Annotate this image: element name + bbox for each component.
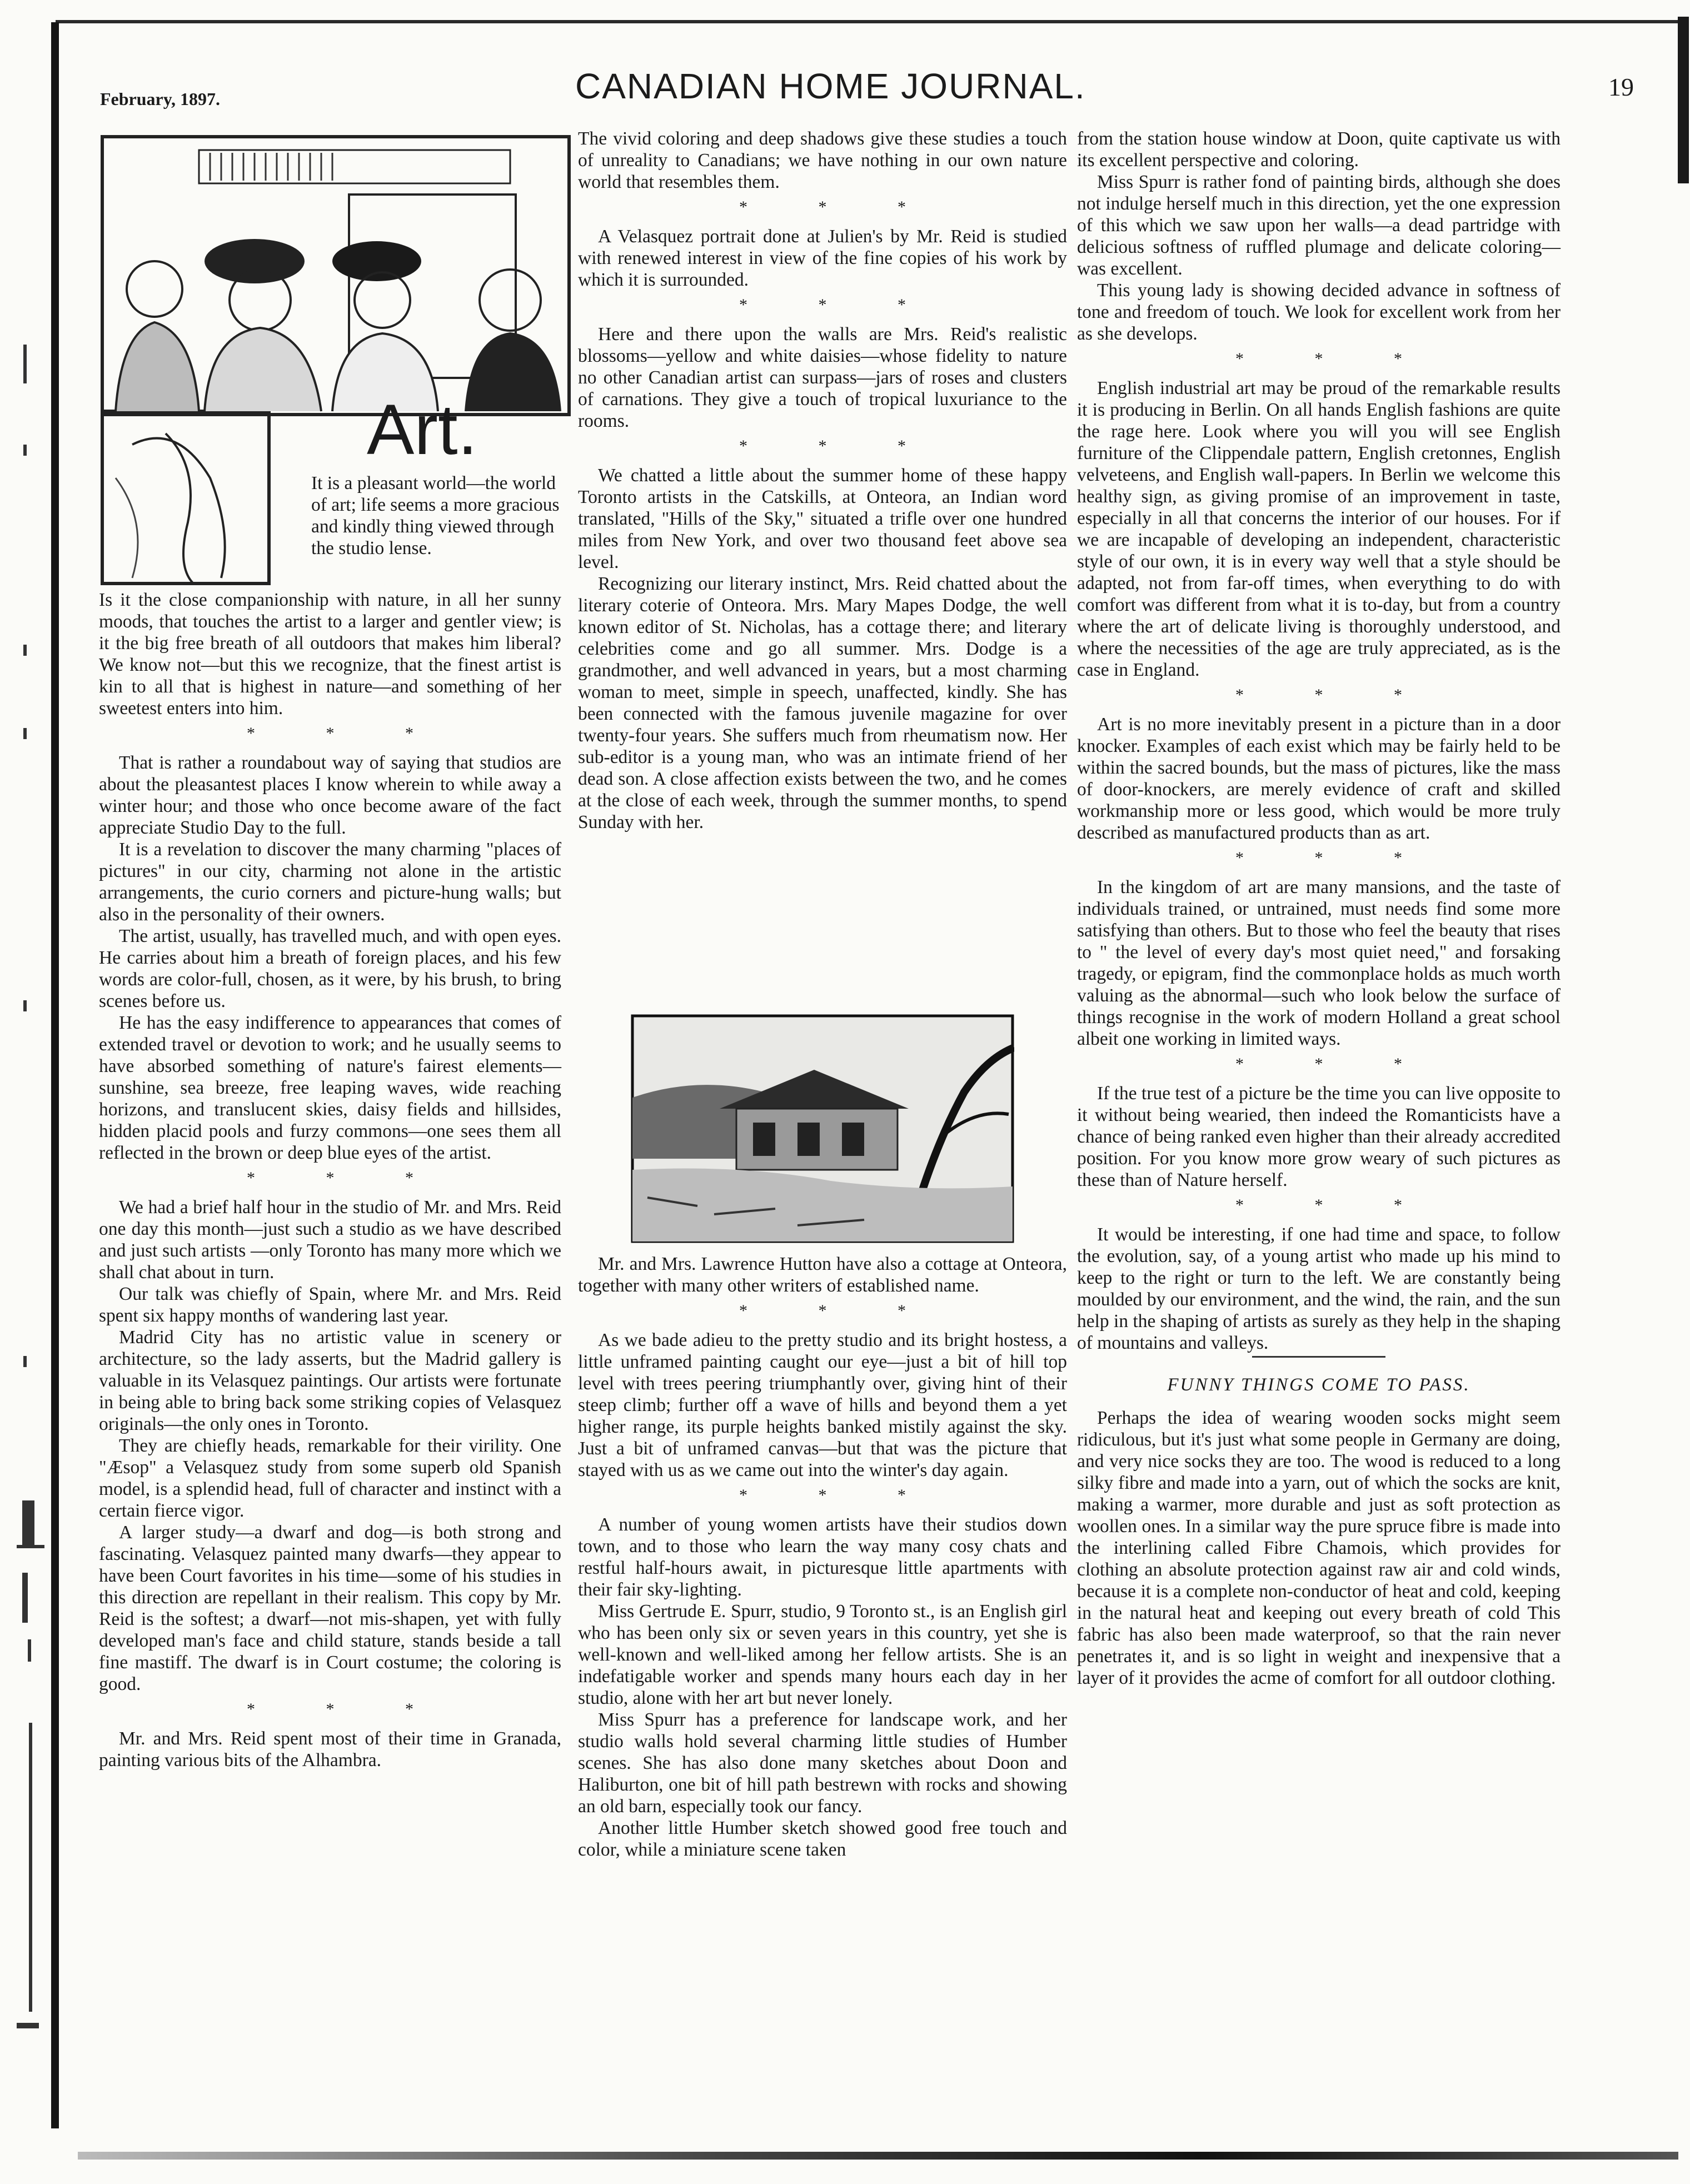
separator: * * * (739, 1486, 939, 1504)
separator: * * * (247, 724, 447, 742)
paragraph: English industrial art may be proud of the remarkable results it is producing in Berlin. On all hands English fashions are quite the rage here. Look where you will you will see English furniture of the Clippendale pattern, English cretonnes, English velveteens, and English wall-papers. In Berlin we welcome this healthy sign, as giving promise of an improvement in taste, especially in all that concerns the interior of our houses. For if we are incapable of developing an independent, characteristic style of our own, it is in every way well that a style should be adapted, not from far-off times, when everything to do with comfort was different from what it is to-day, but from a country where the art of delicate living is thoroughly understood, and where the necessities of the age are truly appreciated, as is the case in England. (1077, 378, 1561, 680)
paragraph: The artist, usually, has travelled much, and with open eyes. He carries about him a breath of foreign places, and his few words are color-full, chosen, as it were, by his brush, to bring scenes before us. (99, 926, 561, 1011)
art-heading: Art. (367, 390, 478, 470)
paragraph: We had a brief half hour in the studio of Mr. and Mrs. Reid one day this month—just such a studio as we have described and just such artists —only Toronto has many more which we shall chat about in turn. (99, 1197, 561, 1283)
paragraph: Miss Spurr is rather fond of painting birds, although she does not indulge herself much in this direction, yet the one expression of this which we saw upon her walls—a dead partridge with delicious softness of ruffled plumage and delicate coloring—was excellent. (1077, 172, 1561, 279)
top-rule (56, 20, 1684, 23)
paragraph: Madrid City has no artistic value in scenery or architecture, so the lady asserts, but the Madrid gallery is valuable in its Velasquez paintings. Our artists were fortunate in being able to bring back some striking copies of Velasquez originals—the only ones in Toronto. (99, 1327, 561, 1434)
separator: * * * (247, 1169, 447, 1187)
page-edge-shadow (1678, 17, 1689, 183)
paragraph: Another little Humber sketch showed good free touch and color, while a miniature scene taken (578, 1818, 1067, 1860)
section-rule (1252, 1356, 1385, 1358)
issue-date: February, 1897. (100, 89, 220, 109)
paragraph: It is a revelation to discover the many charming "places of pictures" in our city, charming not alone in the artistic arrangements, the curio corners and picture-hung walls; but also in the personality of their owners. (99, 839, 561, 925)
paragraph: Art is no more inevitably present in a picture than in a door knocker. Examples of each exist which may be fairly held to be within the sacred bounds, but the mass of pictures, like the mass of door-knockers, are merely evidence of craft and skilled workmanship more or less good, which would be more truly described as manufactured products than as art. (1077, 714, 1561, 843)
separator: * * * (247, 1700, 447, 1718)
column-2 (578, 128, 1067, 833)
separator: * * * (1235, 1055, 1435, 1073)
paragraph: They are chiefly heads, remarkable for their virility. One "Æsop" a Velasquez study from some superb old Spanish model, is a splendid head, full of character and instinct with a certain fierce vigor. (99, 1435, 561, 1521)
paragraph: Perhaps the idea of wearing wooden socks might seem ridiculous, but it's just what some people in Germany are doing, and very nice socks they are too. The wood is reduced to a long silky fibre and made into a yarn, out of which the socks are knit, making a warmer, more durable and just as soft protection as woollen ones. In a similar way the pure spruce fibre is made into the interlining called Fibre Chamois, which provides for clothing an absolute protection against raw air and cold winds, because it is a complete non-conductor of heat and cold, keeping in the natural heat and keeping out every breath of cold This fabric has also been made waterproof, so that the rain never penetrates it, and is so light in weight and inexpensive that a layer of it provides the acme of comfort for all outdoor clothing. (1077, 1408, 1561, 1688)
paragraph: We chatted a little about the summer home of these happy Toronto artists in the Catskills, at Onteora, an Indian word translated, "Hills of the Sky," situated a trifle over one hundred miles from New York, and over two thousand feet above sea level. (578, 465, 1067, 572)
separator: * * * (1235, 350, 1435, 368)
separator: * * * (739, 198, 939, 216)
paragraph: Here and there upon the walls are Mrs. Reid's realistic blossoms—yellow and white daisies—whose fidelity to nature no other Canadian artist can surpass—jars of roses and clusters of carnations. They give a touch of tropical luxuriance to the rooms. (578, 324, 1067, 431)
paragraph: A larger study—a dwarf and dog—is both strong and fascinating. Velasquez painted many dwarfs—they appear to have been Court favorites in his time—some of his studies in this direction are repellant in their realism. This copy by Mr. Reid is the softest; a dwarf—not mis-shapen, yet with fully developed man's face and child stature, stands beside a tall fine mastiff. The dwarf is in Court costume; the coloring is good. (99, 1522, 561, 1694)
paragraph: This young lady is showing decided advance in softness of tone and freedom of touch. We look for excellent work from her as she develops. (1077, 280, 1561, 344)
intro-paragraph (311, 472, 562, 559)
paragraph: If the true test of a picture be the time you can live opposite to it without being wearied, then indeed the Romanticists have a chance of being ranked even higher than their already accredited position. For you know more grow weary of such pictures as these than of Nature herself. (1077, 1083, 1561, 1190)
cottage-illustration (631, 1014, 1014, 1243)
paragraph: Our talk was chiefly of Spain, where Mr. and Mrs. Reid spent six happy months of wandering last year. (99, 1284, 561, 1326)
separator: * * * (739, 437, 939, 455)
section-heading: FUNNY THINGS COME TO PASS. (1167, 1375, 1470, 1395)
paragraph: Miss Gertrude E. Spurr, studio, 9 Toronto st., is an English girl who has been only six or seven years in this country, yet she is well-known and well-liked among her fellow artists. She is an indefatigable worker and spends many hours each day in her studio, alone with her art but never lonely. (578, 1601, 1067, 1708)
separator: * * * (1235, 849, 1435, 867)
paragraph: In the kingdom of art are many mansions, and the taste of individuals trained, or untrained, must needs find some more satisfying than others. But to those who feel the beauty that rises to " the level of every day's most quiet need," and forsaking tragedy, or epigram, find the commonplace holds as much worth valuing as the abnormal—such who look below the surface of things recognise in the work of modern Holland a great school albeit one working in limited ways. (1077, 877, 1561, 1049)
page-header (100, 66, 1634, 116)
paragraph: Recognizing our literary instinct, Mrs. Reid chatted about the literary coterie of Onteora. Mrs. Mary Mapes Dodge, the well known editor of St. Nicholas, has a cottage there; and literary celebrities come and go all summer. Mrs. Dodge is a grandmother, and well advanced in years, but a most charming woman to meet, simple in speech, unaffected, kindly. She has been connected with the famous juvenile magazine for over twenty-four years. She suffers much from rheumatism now. Her sub-editor is a young man, who was an intimate friend of her dead son. A close affection exists between the two, and he comes at the close of each week, through the summer months, to spend Sunday with her. (578, 574, 1067, 832)
paragraph: He has the easy indifference to appearances that comes of extended travel or devotion to work; and he usually seems to have absorbed something of nature's fairest elements—sunshine, sea breeze, free leaping waves, wide reaching horizons, and translucent skies, daisy fields and hillsides, hidden placid pools and furzy commons—one sees them all reflected in the brown or deep blue eyes of the artist. (99, 1013, 561, 1163)
paragraph: As we bade adieu to the pretty studio and its bright hostess, a little unframed painting caught our eye—just a bit of hill top level with trees peering triumphantly over, giving hint of their steep climb; further off a wave of hills and beyond them a yet higher range, its purple heights banked mistily against the sky. Just a bit of unframed canvas—but that was the picture that stayed with us as we came out into the winter's day again. (578, 1330, 1067, 1480)
bottom-edge (78, 2152, 1678, 2160)
page-number: 19 (1608, 73, 1634, 101)
separator: * * * (1235, 686, 1435, 704)
column-1 (99, 589, 561, 1771)
column-2-lower (578, 1253, 1067, 1861)
paragraph: Mr. and Mrs. Lawrence Hutton have also a cottage at Onteora, together with many other writers of established name. (578, 1254, 1067, 1296)
binding-edge (51, 22, 59, 2128)
intro-text: It is a pleasant world—the world of art; life seems a more gracious and kindly thing viewed through the studio lense. (311, 473, 560, 559)
paragraph: It would be interesting, if one had time and space, to follow the evolution, say, of a young artist who made up his mind to keep to the right or turn to the left. We are constantly being moulded by our environment, and the wind, the rain, and the sun help in the shaping of artists as surely as they help in the shaping of mountains and valleys. (1077, 1224, 1561, 1353)
paragraph: Is it the close companionship with nature, in all her sunny moods, that touches the artist to a larger and gentler view; is it the big free breath of all outdoors that makes him liberal? We know not—but this we recognize, that the finest artist is kin to all that is highest in nature—and something of her sweetest enters into him. (99, 590, 561, 719)
paragraph: Mr. and Mrs. Reid spent most of their time in Granada, painting various bits of the Alhambra. (99, 1728, 561, 1771)
column-3 (1077, 128, 1561, 1689)
paragraph: That is rather a roundabout way of saying that studios are about the pleasantest places I know wherein to while away a winter hour; and those who once become aware of the fact appreciate Studio Day to the full. (99, 752, 561, 838)
paragraph: A Velasquez portrait done at Julien's by Mr. Reid is studied with renewed interest in view of the fine copies of his work by which it is surrounded. (578, 226, 1067, 290)
paragraph: The vivid coloring and deep shadows give these studies a touch of unreality to Canadians; we have nothing in our own nature world that resembles them. (578, 128, 1067, 192)
paragraph: Miss Spurr has a preference for landscape work, and her studio walls hold several charming little studies of Humber scenes. She has also done many sketches about Doon and Haliburton, one bit of hill path bestrewn with rocks and showing an old barn, especially took our fancy. (578, 1709, 1067, 1817)
paragraph: A number of young women artists have their studios down town, and to those who learn the way many cosy chats and restful half-hours await, in picturesque little apartments with their fair sky-lighting. (578, 1514, 1067, 1600)
journal-title: CANADIAN HOME JOURNAL. (575, 66, 1086, 106)
separator: * * * (739, 1302, 939, 1320)
paragraph: from the station house window at Doon, quite captivate us with its excellent perspective and coloring. (1077, 128, 1561, 171)
separator: * * * (739, 296, 939, 314)
separator: * * * (1235, 1196, 1435, 1214)
